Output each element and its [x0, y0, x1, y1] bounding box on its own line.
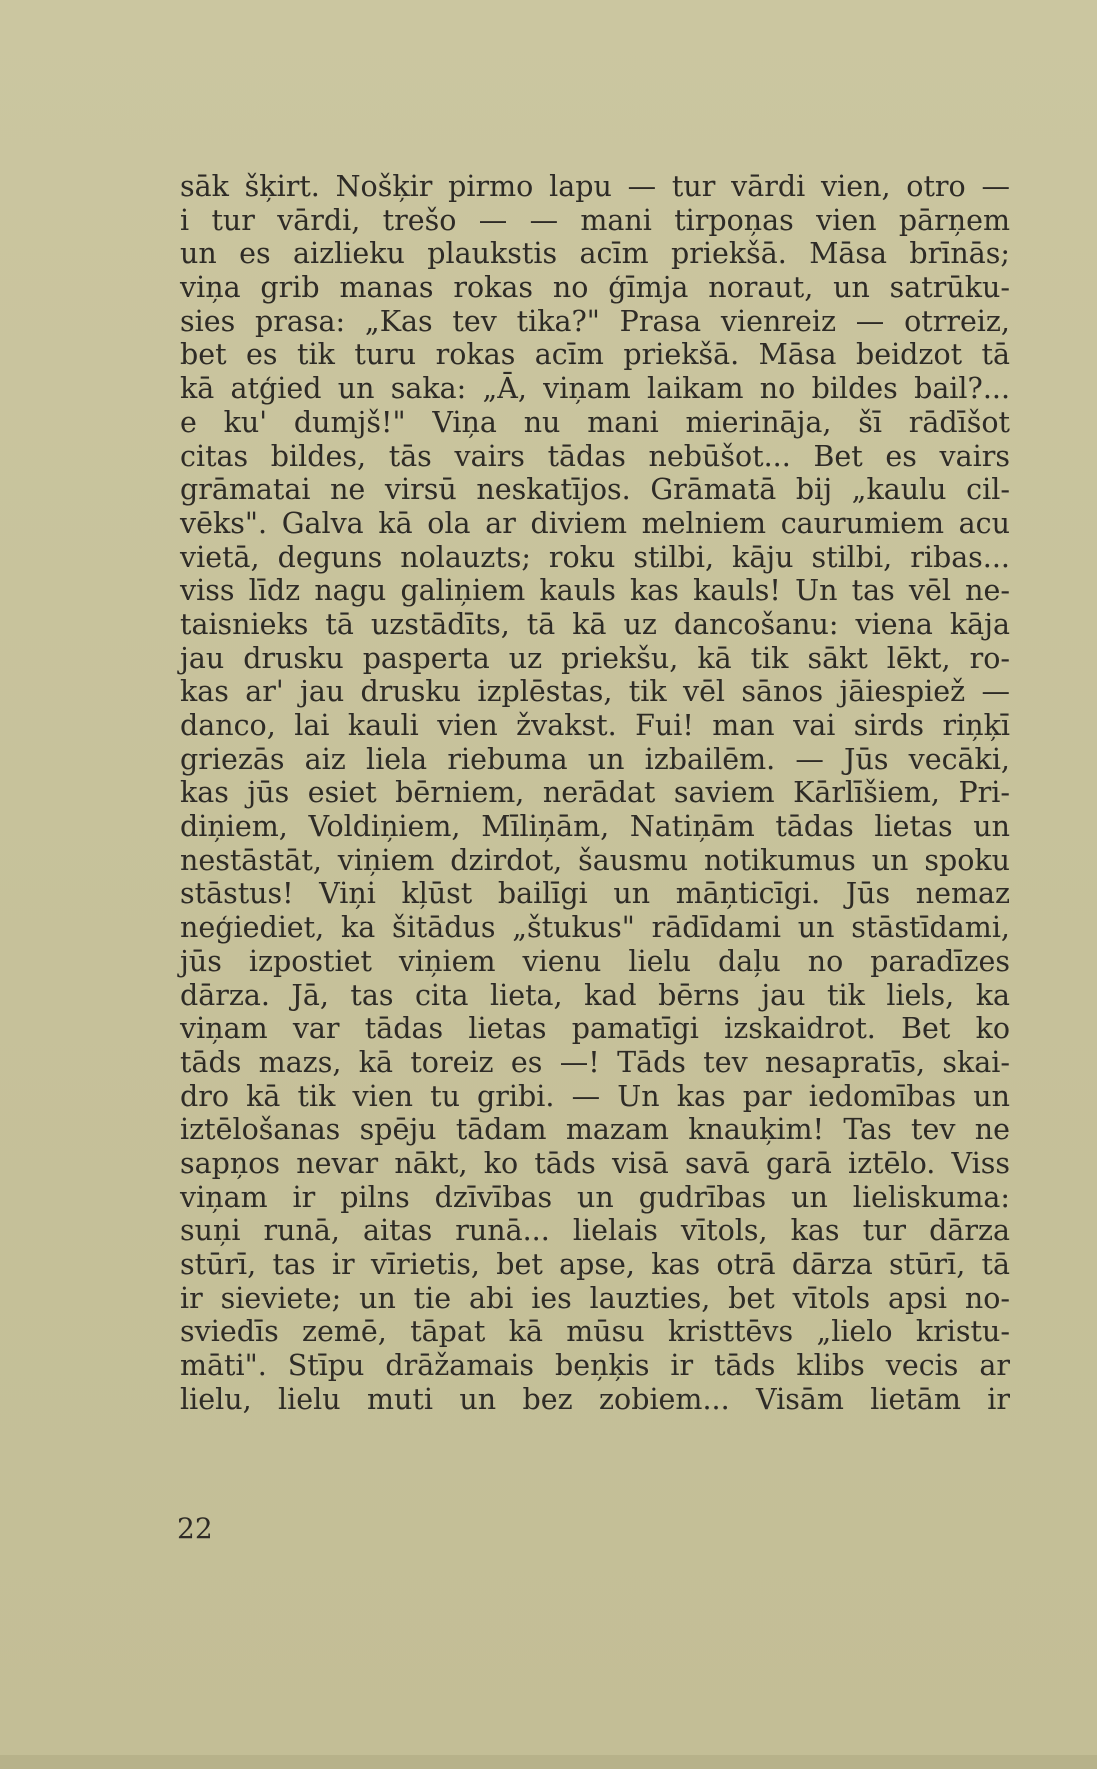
text-line: vēks". Galva kā ola ar diviem melniem caurumiem acu: [180, 506, 1010, 540]
text-line: e ku' dumjš!" Viņa nu mani mierināja, šī rādīšot: [180, 405, 1010, 439]
text-line: vietā, deguns nolauzts; roku stilbi, kāju stilbi, ribas...: [180, 540, 1010, 574]
text-line: sāk šķirt. Nošķir pirmo lapu — tur vārdi vien, otro —: [180, 170, 1010, 203]
text-line: sviedīs zemē, tāpat kā mūsu kristtēvs „lielo kristu-: [180, 1315, 1010, 1349]
text-line: dārza. Jā, tas cita lieta, kad bērns jau tik liels, ka: [180, 978, 1010, 1012]
text-line: jūs izpostiet viņiem vienu lielu daļu no paradīzes: [180, 944, 1010, 978]
text-line: sies prasa: „Kas tev tika?" Prasa vienreiz — otrreiz,: [180, 304, 1010, 338]
text-line: danco, lai kauli vien žvakst. Fui! man vai sirds riņķī: [180, 709, 1010, 742]
text-line: stūrī, tas ir vīrietis, bet apse, kas otrā dārza stūrī, tā: [180, 1248, 1010, 1281]
text-line: viņam var tādas lietas pamatīgi izskaidrot. Bet ko: [180, 1012, 1010, 1046]
text-line: diņiem, Voldiņiem, Mīliņām, Natiņām tādas lietas un: [180, 810, 1010, 844]
text-line: ir sieviete; un tie abi ies lauzties, bet vītols apsi no-: [180, 1281, 1010, 1315]
text-line: stāstus! Viņi kļūst bailīgi un māņticīgi. Jūs nemaz: [180, 877, 1010, 911]
text-line: kas ar' jau drusku izplēstas, tik vēl sānos jāiespiež —: [180, 675, 1010, 709]
text-line: bet es tik turu rokas acīm priekšā. Māsa beidzot tā: [180, 338, 1010, 372]
text-line: sapņos nevar nākt, ko tāds visā savā garā iztēlo. Viss: [180, 1146, 1010, 1180]
text-line: grāmatai ne virsū neskatījos. Grāmatā bij „kaulu cil-: [180, 473, 1010, 507]
text-line: kas jūs esiet bērniem, nerādat saviem Kārlīšiem, Pri-: [180, 776, 1010, 810]
text-line: tāds mazs, kā toreiz es —! Tāds tev nesapratīs, skai-: [180, 1045, 1010, 1079]
text-line: i tur vārdi, trešo — — mani tirpoņas vien pārņem: [180, 203, 1010, 237]
text-line: griezās aiz liela riebuma un izbailēm. — Jūs vecāki,: [180, 742, 1010, 776]
text-line: suņi runā, aitas runā... lielais vītols, kas tur dārza: [180, 1214, 1010, 1248]
text-line: māti". Stīpu drāžamais beņķis ir tāds klibs vecis ar: [180, 1349, 1010, 1383]
text-line: citas bildes, tās vairs tādas nebūšot... Bet es vairs: [180, 439, 1010, 473]
text-line: dro kā tik vien tu gribi. — Un kas par iedomības un: [180, 1079, 1010, 1113]
text-line: jau drusku pasperta uz priekšu, kā tik sākt lēkt, ro-: [180, 641, 1010, 675]
page-edge: [0, 1755, 1097, 1769]
text-line: lielu, lielu muti un bez zobiem... Visām lietām ir: [180, 1382, 1010, 1416]
text-line: nestāstāt, viņiem dzirdot, šausmu notikumus un spoku: [180, 843, 1010, 877]
page-number: 22: [177, 1512, 213, 1545]
text-line: viss līdz nagu galiņiem kauls kas kauls! Un tas vēl ne-: [180, 574, 1010, 608]
text-line: iztēlošanas spēju tādam mazam knauķim! Tas tev ne: [180, 1113, 1010, 1147]
text-line: un es aizlieku plaukstis acīm priekšā. Māsa brīnās;: [180, 237, 1010, 271]
text-line: neģiediet, ka šitādus „štukus" rādīdami un stāstīdami,: [180, 911, 1010, 945]
text-line: viņa grib manas rokas no ģīmja noraut, un satrūku-: [180, 271, 1010, 305]
text-line: taisnieks tā uzstādīts, tā kā uz dancošanu: viena kāja: [180, 607, 1010, 641]
text-line: kā atģied un saka: „Ā, viņam laikam no bildes bail?...: [180, 372, 1010, 406]
body-text: [180, 170, 1010, 1416]
text-line: viņam ir pilns dzīvības un gudrības un lieliskuma:: [180, 1180, 1010, 1214]
